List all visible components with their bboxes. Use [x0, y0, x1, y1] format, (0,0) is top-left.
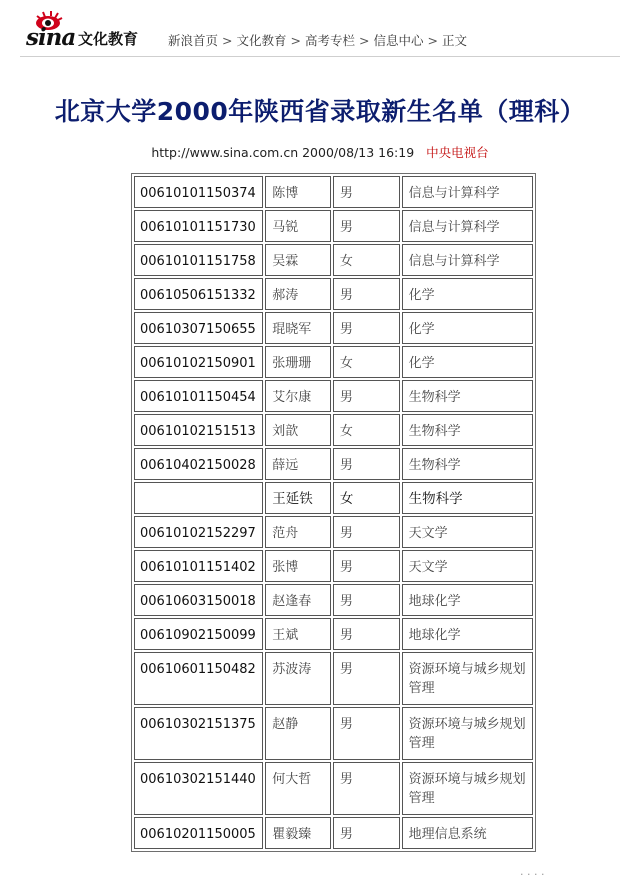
gender-cell: 男	[333, 550, 400, 582]
table-row	[134, 176, 533, 208]
table-row	[134, 762, 533, 815]
name-cell: 范舟	[265, 516, 331, 548]
id-cell: 00610101151758	[134, 244, 263, 276]
major-cell: 地球化学	[402, 584, 533, 616]
name-cell: 苏波涛	[265, 652, 331, 705]
breadcrumb-separator: >	[290, 33, 301, 48]
table-row	[134, 707, 533, 760]
id-cell: 00610603150018	[134, 584, 263, 616]
table-row	[134, 550, 533, 582]
id-cell: 00610307150655	[134, 312, 263, 344]
table-row	[134, 210, 533, 242]
header-divider	[20, 56, 620, 57]
major-cell: 信息与计算科学	[402, 176, 533, 208]
article-url: http://www.sina.com.cn	[151, 145, 299, 160]
channel-name: 文化教育	[78, 30, 139, 48]
breadcrumb-home[interactable]: 新浪首页	[168, 33, 219, 48]
breadcrumb-current: 正文	[442, 33, 468, 48]
major-cell: 生物科学	[402, 414, 533, 446]
gender-cell: 女	[333, 244, 400, 276]
major-cell: 生物科学	[402, 380, 533, 412]
id-cell: 00610102151513	[134, 414, 263, 446]
id-cell: 00610102152297	[134, 516, 263, 548]
name-cell: 刘歆	[265, 414, 331, 446]
table-row	[134, 584, 533, 616]
id-cell: 00610302151375	[134, 707, 263, 760]
name-cell: 张博	[265, 550, 331, 582]
name-cell: 赵静	[265, 707, 331, 760]
id-cell: 00610302151440	[134, 762, 263, 815]
table-row	[134, 414, 533, 446]
gender-cell: 男	[333, 652, 400, 705]
name-cell: 陈博	[265, 176, 331, 208]
breadcrumb-separator: >	[222, 33, 233, 48]
table-row	[134, 516, 533, 548]
table-row	[134, 380, 533, 412]
article-title: 北京大学2000年陕西省录取新生名单（理科）	[54, 97, 586, 126]
id-cell: 00610201150005	[134, 817, 263, 849]
major-cell: 地球化学	[402, 618, 533, 650]
name-cell: 艾尔康	[265, 380, 331, 412]
id-cell: 00610102150901	[134, 346, 263, 378]
site-header	[0, 0, 640, 56]
id-cell: 00610101150374	[134, 176, 263, 208]
gender-cell: 女	[333, 346, 400, 378]
admission-table	[131, 173, 536, 852]
article-meta	[0, 143, 640, 161]
id-cell: 00610902150099	[134, 618, 263, 650]
major-cell: 信息与计算科学	[402, 244, 533, 276]
id-cell: 00610402150028	[134, 448, 263, 480]
table-row	[134, 817, 533, 849]
breadcrumb-separator: >	[427, 33, 438, 48]
major-cell: 生物科学	[402, 482, 533, 514]
table-row	[134, 482, 533, 514]
gender-cell: 男	[333, 210, 400, 242]
major-cell: 化学	[402, 278, 533, 310]
name-cell: 何大哲	[265, 762, 331, 815]
id-cell: 00610101151402	[134, 550, 263, 582]
gender-cell: 男	[333, 380, 400, 412]
table-row	[134, 448, 533, 480]
gender-cell: 女	[333, 414, 400, 446]
sina-logo[interactable]	[26, 10, 139, 51]
name-cell: 张珊珊	[265, 346, 331, 378]
article-source[interactable]: 中央电视台	[426, 145, 489, 160]
gender-cell: 男	[333, 618, 400, 650]
breadcrumb	[168, 31, 467, 49]
name-cell: 薛远	[265, 448, 331, 480]
table-body	[134, 176, 533, 849]
logo-wordmark: sina	[26, 24, 76, 51]
gender-cell: 男	[333, 312, 400, 344]
name-cell: 马锐	[265, 210, 331, 242]
gender-cell: 男	[333, 176, 400, 208]
gender-cell: 男	[333, 817, 400, 849]
id-cell: 00610601150482	[134, 652, 263, 705]
major-cell: 资源环境与城乡规划管理	[402, 762, 533, 815]
id-cell: 00610101150454	[134, 380, 263, 412]
major-cell: 生物科学	[402, 448, 533, 480]
name-cell: 琨晓军	[265, 312, 331, 344]
watermark: · · · ·	[520, 868, 545, 881]
breadcrumb-gaokao[interactable]: 高考专栏	[305, 33, 356, 48]
breadcrumb-culture-education[interactable]: 文化教育	[236, 33, 287, 48]
major-cell: 地理信息系统	[402, 817, 533, 849]
breadcrumb-separator: >	[359, 33, 370, 48]
name-cell: 王延铁	[265, 482, 331, 514]
table-row	[134, 652, 533, 705]
gender-cell: 男	[333, 584, 400, 616]
major-cell: 信息与计算科学	[402, 210, 533, 242]
major-cell: 化学	[402, 312, 533, 344]
major-cell: 资源环境与城乡规划管理	[402, 652, 533, 705]
major-cell: 化学	[402, 346, 533, 378]
gender-cell: 男	[333, 448, 400, 480]
article-datetime: 2000/08/13 16:19	[302, 145, 415, 160]
gender-cell: 男	[333, 516, 400, 548]
gender-cell: 男	[333, 707, 400, 760]
major-cell: 天文学	[402, 516, 533, 548]
table-row	[134, 244, 533, 276]
id-cell: 00610101151730	[134, 210, 263, 242]
gender-cell: 男	[333, 278, 400, 310]
name-cell: 郝涛	[265, 278, 331, 310]
table-row	[134, 618, 533, 650]
name-cell: 王斌	[265, 618, 331, 650]
gender-cell: 女	[333, 482, 400, 514]
major-cell: 资源环境与城乡规划管理	[402, 707, 533, 760]
table-row	[134, 312, 533, 344]
breadcrumb-info-center[interactable]: 信息中心	[373, 33, 424, 48]
name-cell: 赵逢春	[265, 584, 331, 616]
name-cell: 吴霖	[265, 244, 331, 276]
table-row	[134, 278, 533, 310]
id-cell: 00610506151332	[134, 278, 263, 310]
major-cell: 天文学	[402, 550, 533, 582]
admission-table-container	[131, 173, 536, 886]
name-cell: 瞿毅臻	[265, 817, 331, 849]
id-cell	[134, 482, 263, 514]
table-row	[134, 346, 533, 378]
gender-cell: 男	[333, 762, 400, 815]
